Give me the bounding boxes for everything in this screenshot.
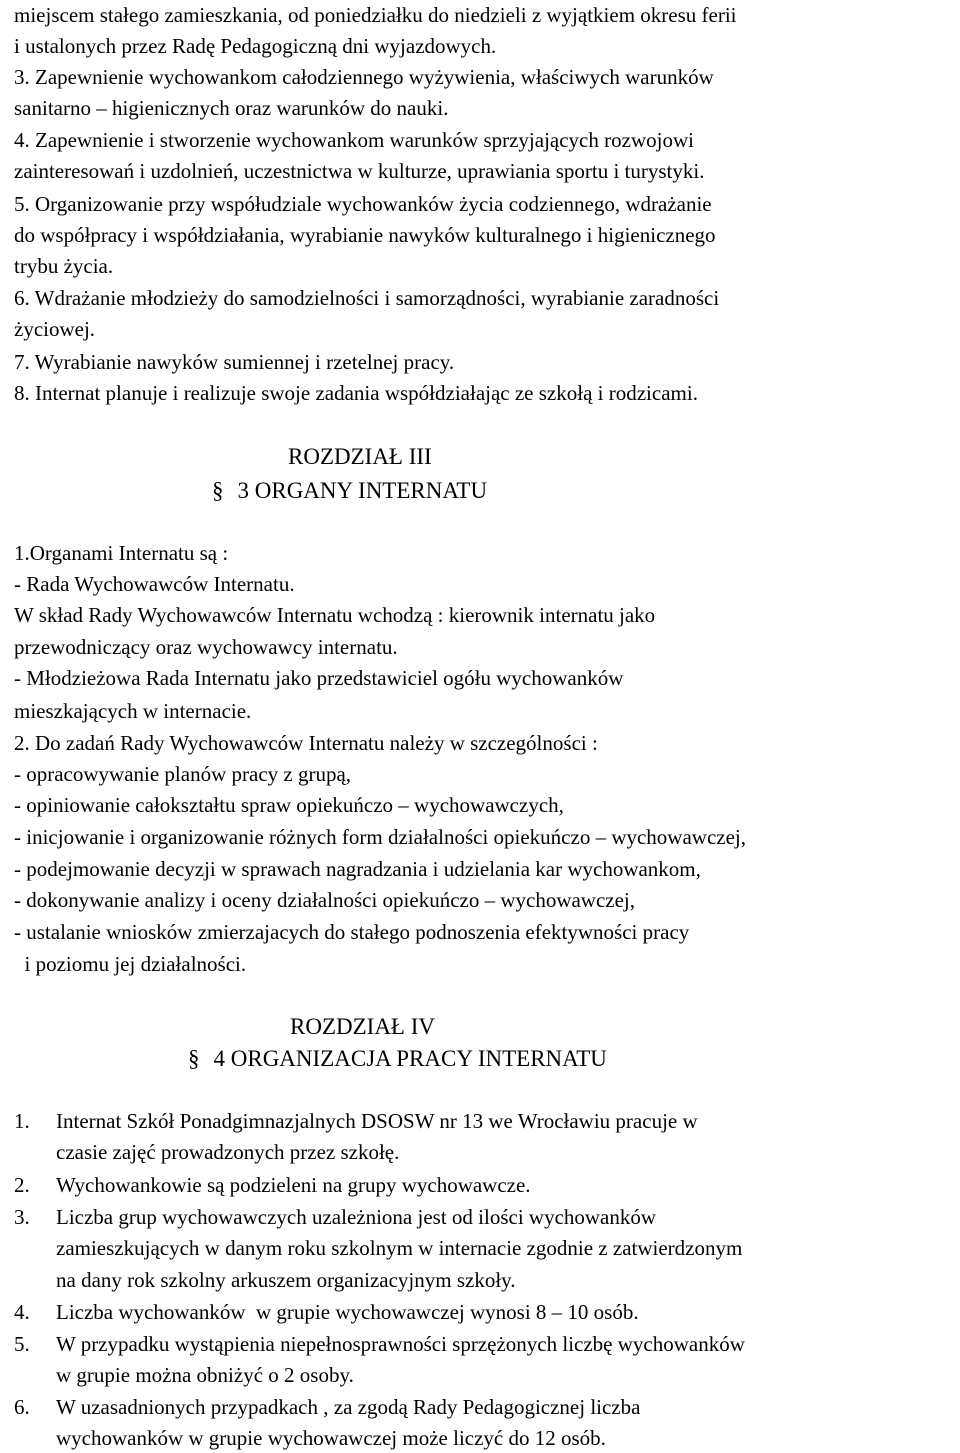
chapter-3-line: - opiniowanie całokształtu spraw opiekuńczo – wychowawczych, [14, 793, 564, 817]
paragraph-line: 6. Wdrażanie młodzieży do samodzielności i samorządności, wyrabianie zaradności [14, 286, 720, 310]
section-title: 3 ORGANY INTERNATU [237, 478, 488, 503]
section-symbol: § [188, 1046, 200, 1071]
list-item-number: 3. [14, 1205, 30, 1229]
list-item-number: 6. [14, 1395, 30, 1419]
chapter-4-title: ROZDZIAŁ IV [290, 1014, 435, 1039]
paragraph-line: i ustalonych przez Radę Pedagogiczną dni wyjazdowych. [14, 34, 497, 58]
chapter-3-line: - podejmowanie decyzji w sprawach nagradzania i udzielania kar wychowankom, [14, 857, 701, 881]
chapter-3-line: - Rada Wychowawców Internatu. [14, 572, 295, 596]
chapter-3-section [212, 476, 487, 506]
paragraph-line: 5. Organizowanie przy współudziale wychowanków życia codziennego, wdrażanie [14, 192, 712, 216]
chapter-3-title: ROZDZIAŁ III [288, 444, 432, 469]
chapter-3-line: - Młodzieżowa Rada Internatu jako przedstawiciel ogółu wychowanków [14, 666, 624, 690]
chapter-3-line: - ustalanie wniosków zmierzajacych do stałego podnoszenia efektywności pracy [14, 920, 690, 944]
chapter-3-line: mieszkających w internacie. [14, 699, 252, 723]
list-item-number: 2. [14, 1173, 30, 1197]
paragraph-line: sanitarno – higienicznych oraz warunków do nauki. [14, 96, 449, 120]
list-item-line: zamieszkujących w danym roku szkolnym w internacie zgodnie z zatwierdzonym [56, 1236, 743, 1260]
list-item-line: W przypadku wystąpienia niepełnosprawności sprzężonych liczbę wychowanków [56, 1332, 745, 1356]
list-item-line: Liczba wychowanków w grupie wychowawczej wynosi 8 – 10 osób. [56, 1300, 639, 1324]
list-item-line: na dany rok szkolny arkuszem organizacyjnym szkoły. [56, 1268, 516, 1292]
list-item-line: czasie zajęć prowadzonych przez szkołę. [56, 1140, 400, 1164]
chapter-3-line: W skład Rady Wychowawców Internatu wchodzą : kierownik internatu jako [14, 603, 656, 627]
list-item-line: Liczba grup wychowawczych uzależniona jest od ilości wychowanków [56, 1205, 657, 1229]
paragraph-line: do współpracy i współdziałania, wyrabianie nawyków kulturalnego i higienicznego [14, 223, 716, 247]
chapter-3-line: - dokonywanie analizy i oceny działalności opiekuńczo – wychowawczej, [14, 888, 636, 912]
paragraph-line: zainteresowań i uzdolnień, uczestnictwa w kulturze, uprawiania sportu i turystyki. [14, 159, 705, 183]
paragraph-line: 7. Wyrabianie nawyków sumiennej i rzetelnej pracy. [14, 350, 455, 374]
list-item-number: 1. [14, 1109, 30, 1133]
list-item-number: 5. [14, 1332, 30, 1356]
chapter-3-line: 2. Do zadań Rady Wychowawców Internatu należy w szczególności : [14, 731, 598, 755]
paragraph-line: 3. Zapewnienie wychowankom całodziennego wyżywienia, właściwych warunków [14, 65, 714, 89]
list-item-line: w grupie można obniżyć o 2 osoby. [56, 1363, 354, 1387]
chapter-3-line: - inicjowanie i organizowanie różnych form działalności opiekuńczo – wychowawczej, [14, 825, 747, 849]
paragraph-line: życiowej. [14, 317, 96, 341]
chapter-3-line: - opracowywanie planów pracy z grupą, [14, 762, 352, 786]
paragraph-line: 4. Zapewnienie i stworzenie wychowankom warunków sprzyjających rozwojowi [14, 128, 694, 152]
paragraph-line: miejscem stałego zamieszkania, od poniedziałku do niedzieli z wyjątkiem okresu ferii [14, 3, 737, 27]
paragraph-line: trybu życia. [14, 254, 114, 278]
chapter-3-line: 1.Organami Internatu są : [14, 541, 229, 565]
paragraph-line: 8. Internat planuje i realizuje swoje zadania współdziałając ze szkołą i rodzicami. [14, 381, 698, 405]
list-item-line: wychowanków w grupie wychowawczej może liczyć do 12 osób. [56, 1426, 606, 1450]
chapter-4-section [188, 1044, 607, 1074]
chapter-3-line: przewodniczący oraz wychowawcy internatu. [14, 635, 398, 659]
list-item-line: Wychowankowie są podzieleni na grupy wychowawcze. [56, 1173, 531, 1197]
section-symbol: § [212, 478, 224, 503]
list-item-line: Internat Szkół Ponadgimnazjalnych DSOSW nr 13 we Wrocławiu pracuje w [56, 1109, 698, 1133]
chapter-3-line: i poziomu jej działalności. [14, 952, 247, 976]
list-item-line: W uzasadnionych przypadkach , za zgodą Rady Pedagogicznej liczba [56, 1395, 641, 1419]
section-title: 4 ORGANIZACJA PRACY INTERNATU [213, 1046, 607, 1071]
list-item-number: 4. [14, 1300, 30, 1324]
